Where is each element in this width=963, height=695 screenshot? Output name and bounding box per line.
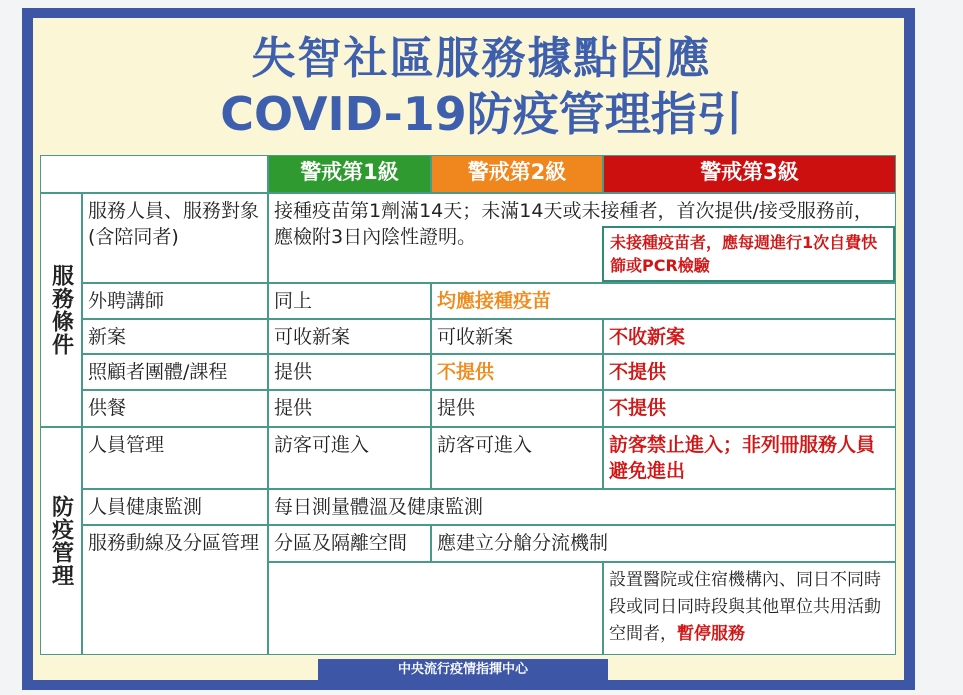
section-service-label: 服務條件 <box>48 264 74 356</box>
row-staff-note: 未接種疫苗者，應每週進行1次自費快篩或PCR檢驗 <box>602 226 895 282</box>
row-lecturer-l2: 均應接種疫苗 <box>431 283 896 319</box>
row-personnel-l3: 訪客禁止進入；非列冊服務人員避免進出 <box>603 427 896 489</box>
footer-agency: 中央流行疫情指揮中心 <box>318 659 608 681</box>
row-personnel-l2: 訪客可進入 <box>431 427 603 489</box>
header-blank <box>40 155 268 193</box>
row-lecturer-l1: 同上 <box>268 283 431 319</box>
row-meal-l2: 提供 <box>431 390 603 427</box>
row-staff-label: 服務人員、服務對象(含陪同者) <box>82 193 268 283</box>
row-group-label: 照顧者團體/課程 <box>82 354 268 390</box>
header-level3: 警戒第3級 <box>603 155 896 193</box>
row-flow-label: 服務動線及分區管理 <box>82 525 268 655</box>
row-meal-l1: 提供 <box>268 390 431 427</box>
row-meal-label: 供餐 <box>82 390 268 427</box>
header-level1: 警戒第1級 <box>268 155 431 193</box>
row-flow-l2: 應建立分艙分流機制 <box>431 525 896 562</box>
row-health-value: 每日測量體溫及健康監測 <box>268 489 896 525</box>
title-line1: 失智社區服務據點因應 <box>251 33 712 84</box>
row-flow-l1: 分區及隔離空間 <box>268 525 431 562</box>
title-line2: COVID-19防疫管理指引 <box>220 87 743 141</box>
row-group-l1: 提供 <box>268 354 431 390</box>
section-prevention <box>40 427 82 655</box>
row-group-l3: 不提供 <box>603 354 896 390</box>
row-staff-value: 接種疫苗第1劑滿14天；未滿14天或未接種者，首次提供/接受服務前，應檢附3日內陰性證明。 <box>268 193 896 283</box>
row-personnel-l1: 訪客可進入 <box>268 427 431 489</box>
row-flow-l3 <box>603 562 896 655</box>
row-health-label: 人員健康監測 <box>82 489 268 525</box>
section-service-conditions <box>40 193 82 427</box>
row-newcase-l3: 不收新案 <box>603 319 896 354</box>
row-lecturer-label: 外聘講師 <box>82 283 268 319</box>
header-level2: 警戒第2級 <box>431 155 603 193</box>
row-group-l2: 不提供 <box>431 354 603 390</box>
row-newcase-label: 新案 <box>82 319 268 354</box>
row-personnel-label: 人員管理 <box>82 427 268 489</box>
section-prevention-label: 防疫管理 <box>48 495 74 587</box>
row-flow-l3-text: 設置醫院或住宿機構內、同日不同時段或同日同時段與其他單位共用活動空間者， <box>609 570 881 644</box>
row-meal-l3: 不提供 <box>603 390 896 427</box>
row-newcase-l2: 可收新案 <box>431 319 603 354</box>
row-flow-blank <box>268 562 603 655</box>
row-flow-l3-emph: 暫停服務 <box>677 624 745 644</box>
row-newcase-l1: 可收新案 <box>268 319 431 354</box>
